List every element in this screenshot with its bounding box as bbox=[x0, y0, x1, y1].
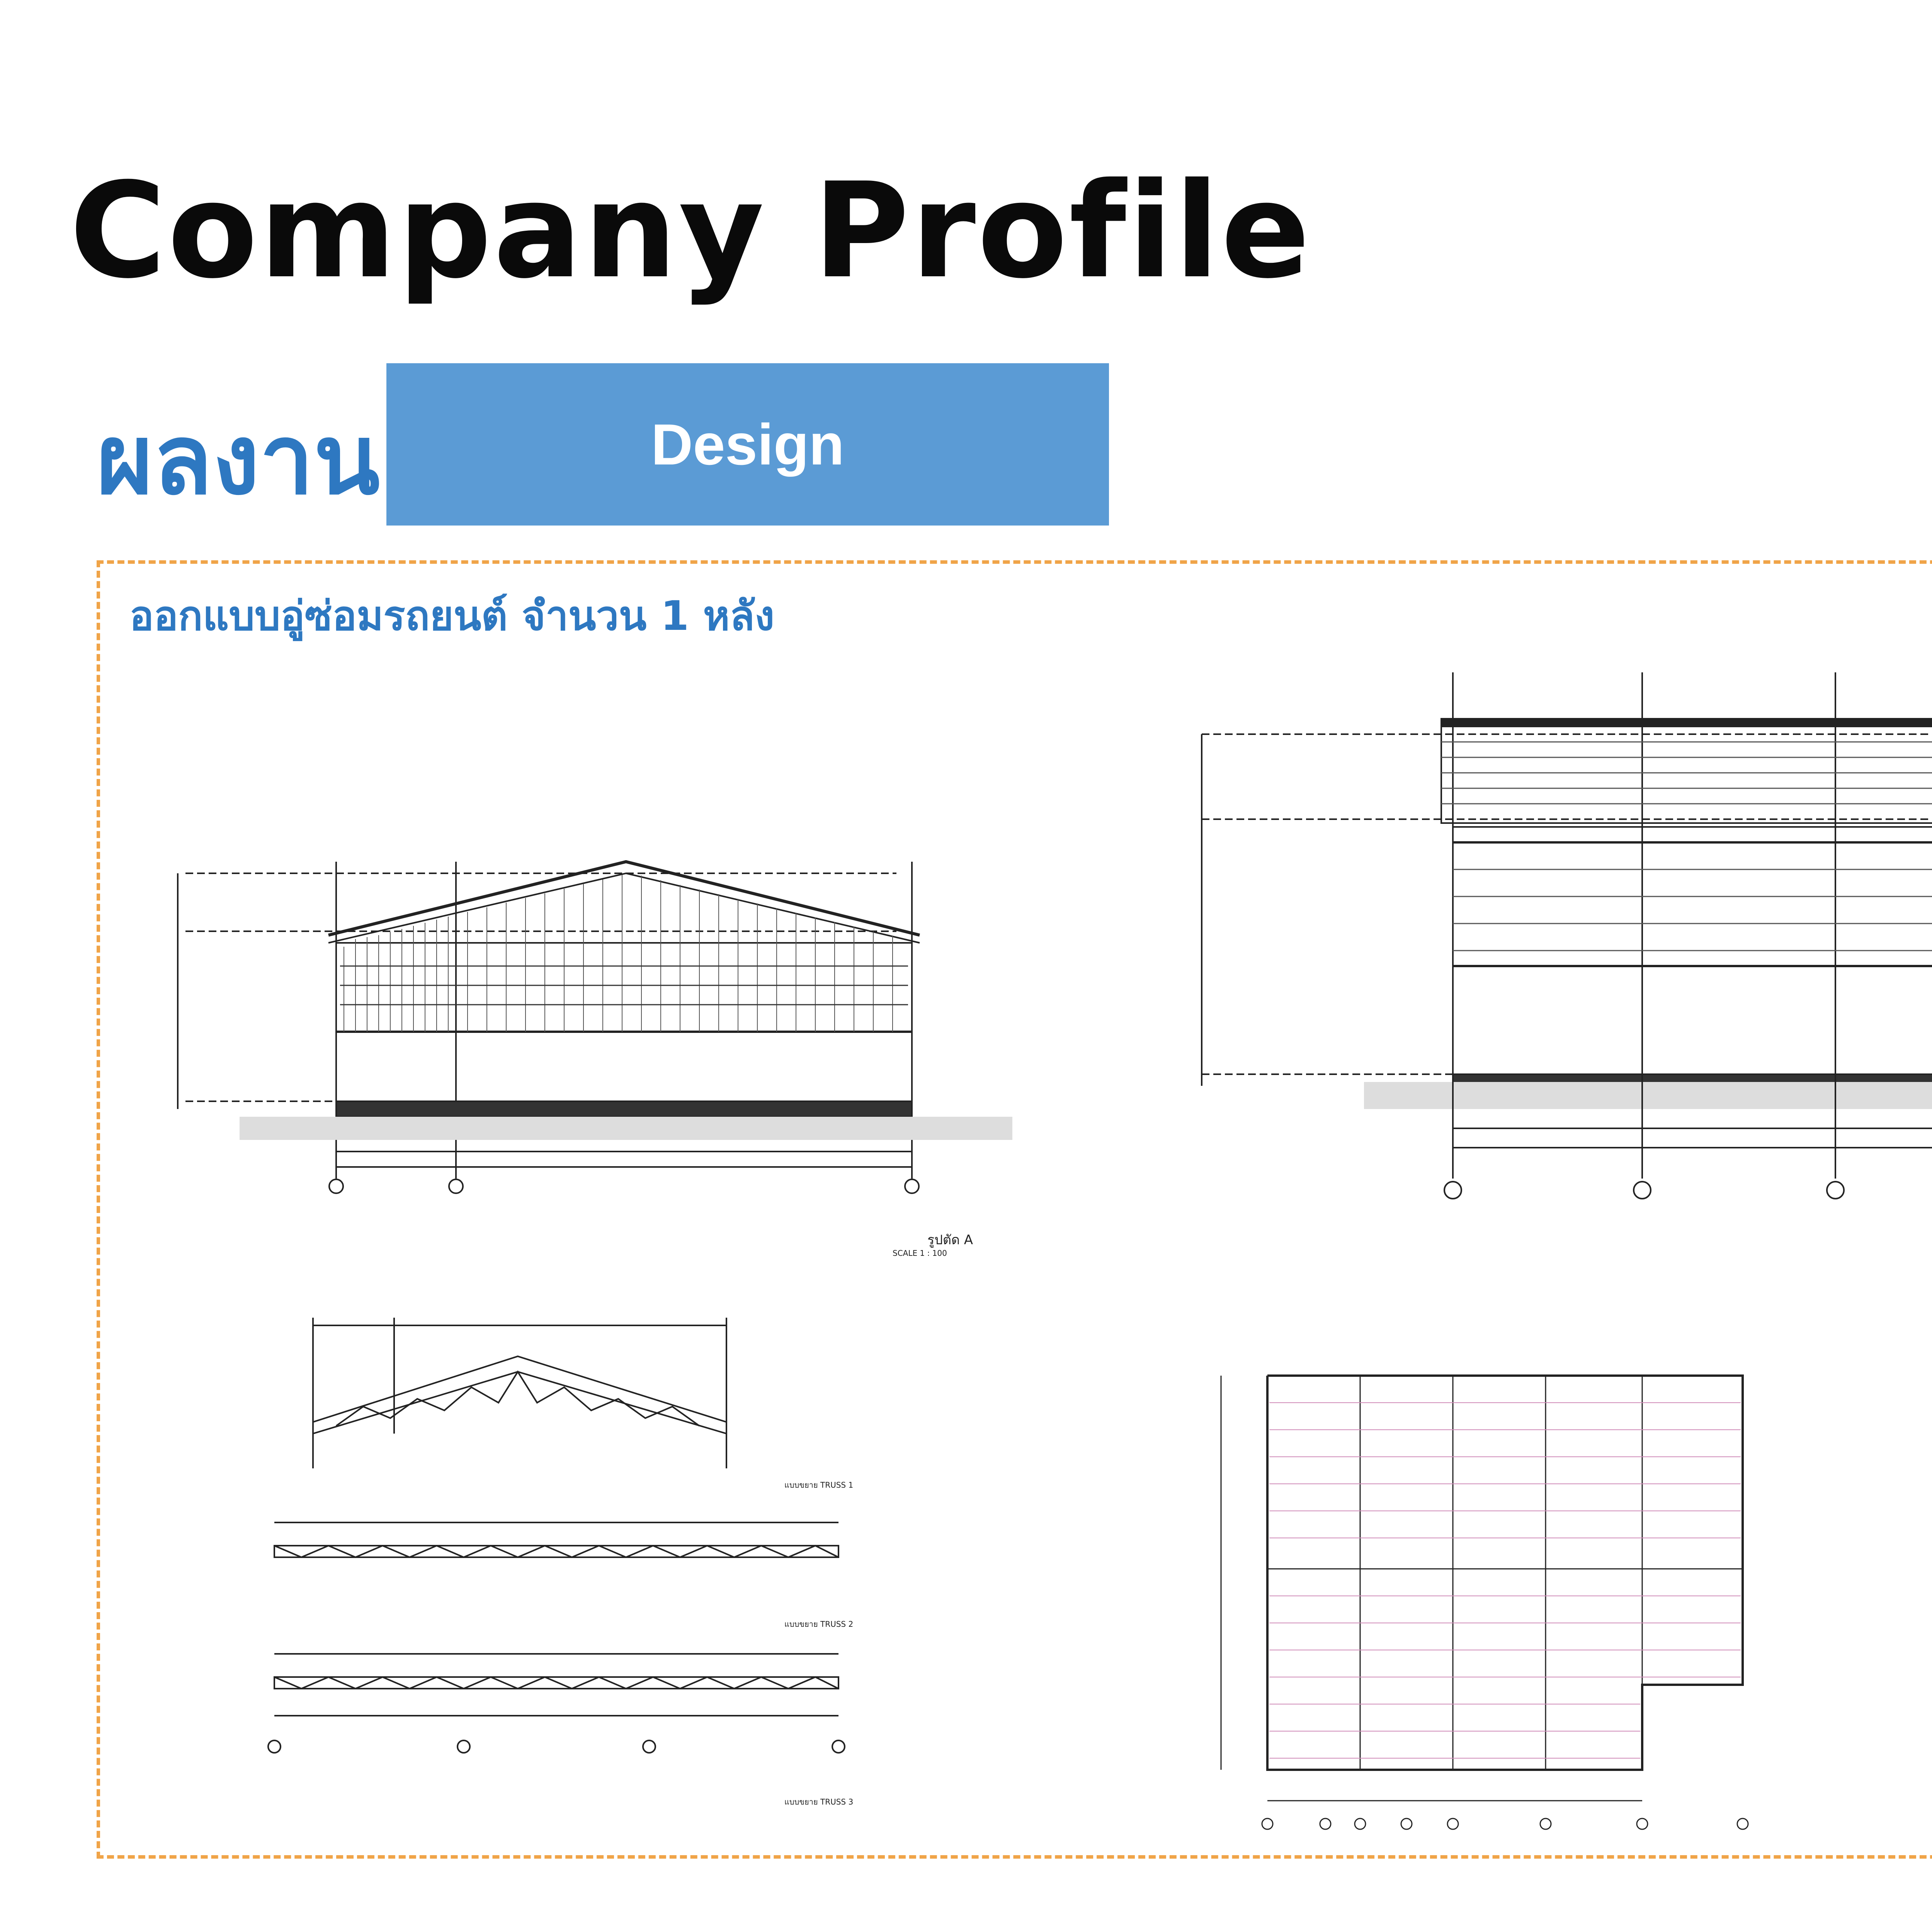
floor-plan-drawing bbox=[1198, 1275, 1777, 1839]
project-title: ออกแบบอู่ซ่อมรถยนต์ จำนวน 1 หลัง bbox=[129, 592, 775, 640]
truss-drawings bbox=[247, 1306, 904, 1828]
section-a-drawing bbox=[162, 831, 1012, 1267]
section-a-label: รูปตัด A bbox=[927, 1232, 973, 1248]
truss-3-label: แบบขยาย TRUSS 3 bbox=[784, 1797, 854, 1806]
page-title: Company Profile bbox=[70, 155, 1312, 308]
section-label: ผลงาน bbox=[97, 403, 380, 516]
section-b-drawing bbox=[1190, 665, 1932, 1302]
truss-1-label: แบบขยาย TRUSS 1 bbox=[784, 1480, 854, 1490]
category-tag: Design bbox=[386, 363, 1109, 526]
truss-2-label: แบบขยาย TRUSS 2 bbox=[784, 1619, 854, 1629]
section-a-scale: SCALE 1 : 100 bbox=[893, 1249, 947, 1258]
